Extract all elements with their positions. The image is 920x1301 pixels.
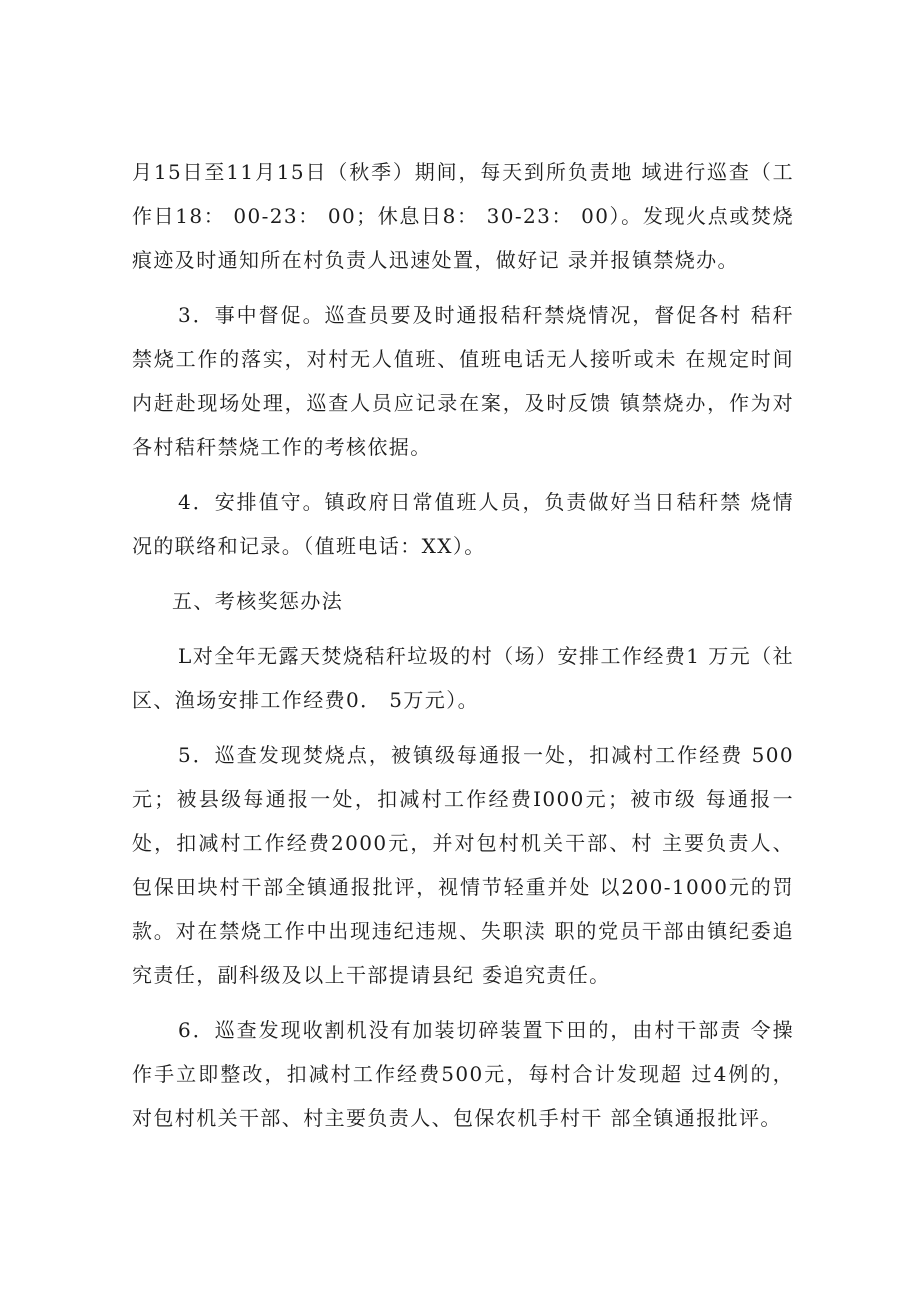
document-body: [132, 150, 794, 1151]
paragraph-patrol-period: 月15日至11月15日（秋季）期间，每天到所负责地 域进行巡查（工作日18： 00-23： 00；休息日8： 30-23： 00）。发现火点或焚烧痕迹及时通知所在村负责人迅速处置，做好记 录并报镇禁烧办。: [132, 160, 794, 272]
paragraph-duty-arrangement: 4．安排值守。镇政府日常值班人员，负责做好当日秸秆禁 烧情况的联络和记录。（值班电话：XX）。: [132, 490, 794, 558]
paragraph-supervision: 3．事中督促。巡查员要及时通报秸秆禁烧情况，督促各村 秸秆禁烧工作的落实，对村无人值班、值班电话无人接听或未 在规定时间内赶赴现场处理，巡查人员应记录在案，及时反馈 镇禁烧办，作为对各村秸秆禁烧工作的考核依据。: [132, 303, 794, 459]
paragraph-burning-penalty: 5．巡查发现焚烧点，被镇级每通报一处，扣减村工作经费 500元；被县级每通报一处，扣减村工作经费I000元；被市级 每通报一处，扣减村工作经费2000元，并对包村机关干部、村 主要负责人、包保田块村干部全镇通报批评，视情节轻重并处 以200-1000元的罚款。对在禁烧工作中出现违纪违规、失职渎 职的党员干部由镇纪委追究责任，副科级及以上干部提请县纪 委追究责任。: [132, 743, 794, 987]
section-heading-assessment: 五、考核奖惩办法: [172, 589, 344, 613]
paragraph-harvester-penalty: 6．巡查发现收割机没有加装切碎装置下田的，由村干部责 令操作手立即整改，扣减村工作经费500元，每村合计发现超 过4例的，对包村机关干部、村主要负责人、包保农机手村干 部全镇通报批评。: [132, 1018, 794, 1130]
paragraph-reward: L对全年无露天焚烧秸秆垃圾的村（场）安排工作经费1 万元（社区、渔场安排工作经费0． 5万元）。: [132, 644, 794, 712]
